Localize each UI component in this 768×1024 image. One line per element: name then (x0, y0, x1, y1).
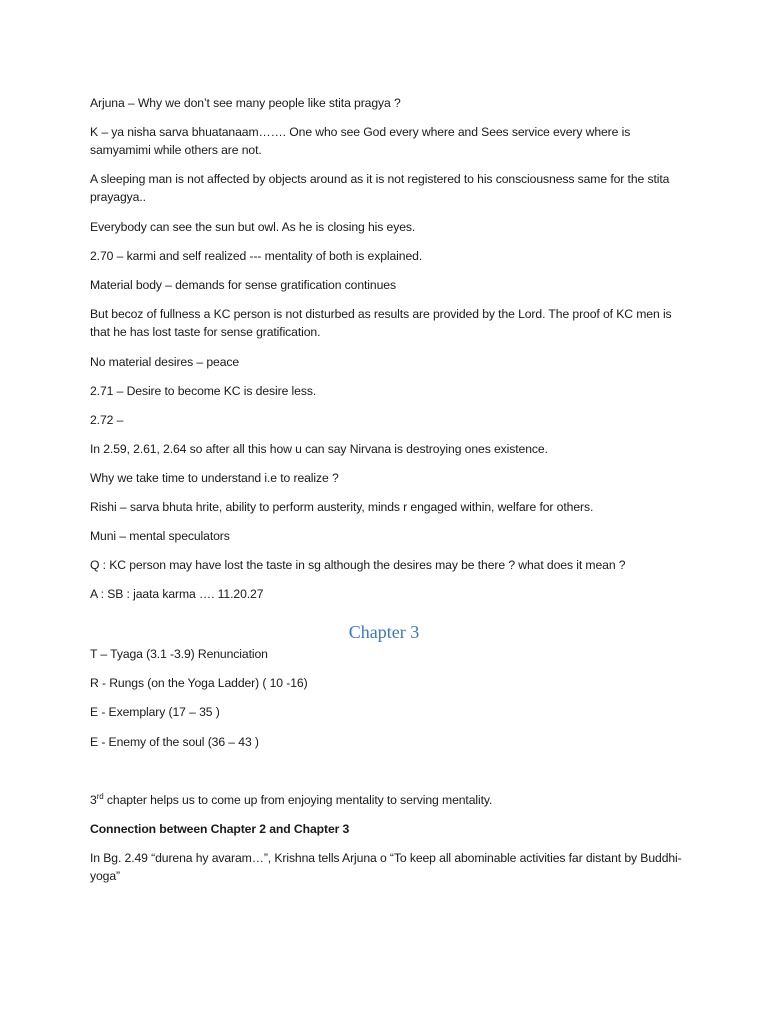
paragraph: A sleeping man is not affected by objects around as it is not registered to his consciousness same for the stita prayagya.. (90, 172, 670, 204)
connection-heading: Connection between Chapter 2 and Chapter 3 (90, 822, 350, 836)
paragraph: In 2.59, 2.61, 2.64 so after all this how u can say Nirvana is destroying ones existence. (90, 442, 548, 456)
paragraph: A : SB : jaata karma …. 11.20.27 (90, 587, 264, 601)
tread-item: E - Exemplary (17 – 35 ) (90, 705, 220, 719)
paragraph: 2.71 – Desire to become KC is desire less. (90, 384, 317, 398)
paragraph: K – ya nisha sarva bhuatanaam……. One who see God every where and Sees service every where is samyamimi while others are not. (90, 125, 631, 157)
ordinal-suffix: rd (96, 791, 104, 801)
paragraph: Muni – mental speculators (90, 529, 230, 543)
paragraph: Rishi – sarva bhuta hrite, ability to perform austerity, minds r engaged within, welfare for others. (90, 500, 594, 514)
chapter-summary (90, 791, 690, 809)
paragraph: 2.70 – karmi and self realized --- mentality of both is explained. (90, 249, 423, 263)
paragraph: Q : KC person may have lost the taste in sg although the desires may be there ? what does it mean ? (90, 558, 626, 572)
paragraph: Arjuna – Why we don’t see many people like stita pragya ? (90, 96, 401, 110)
tread-item: E - Enemy of the soul (36 – 43 ) (90, 735, 259, 749)
paragraph: 2.72 – (90, 413, 124, 427)
paragraph: Why we take time to understand i.e to realize ? (90, 471, 339, 485)
chapter-number: 3 (90, 793, 97, 807)
paragraph: But becoz of fullness a KC person is not disturbed as results are provided by the Lord. The proof of KC men is that he has lost taste for sense gratification. (90, 307, 672, 339)
paragraph: Material body – demands for sense gratification continues (90, 278, 396, 292)
chapter-summary-text: chapter helps us to come up from enjoying mentality to serving mentality. (103, 793, 493, 807)
paragraph: Everybody can see the sun but owl. As he is closing his eyes. (90, 220, 416, 234)
final-paragraph: In Bg. 2.49 “durena hy avaram…”, Krishna tells Arjuna o “To keep all abominable activities far distant by Buddhi-yoga” (90, 851, 682, 883)
chapter-heading: Chapter 3 (348, 622, 420, 642)
tread-item: R - Rungs (on the Yoga Ladder) ( 10 -16) (90, 676, 308, 690)
paragraph: No material desires – peace (90, 355, 240, 369)
tread-item: T – Tyaga (3.1 -3.9) Renunciation (90, 647, 268, 661)
